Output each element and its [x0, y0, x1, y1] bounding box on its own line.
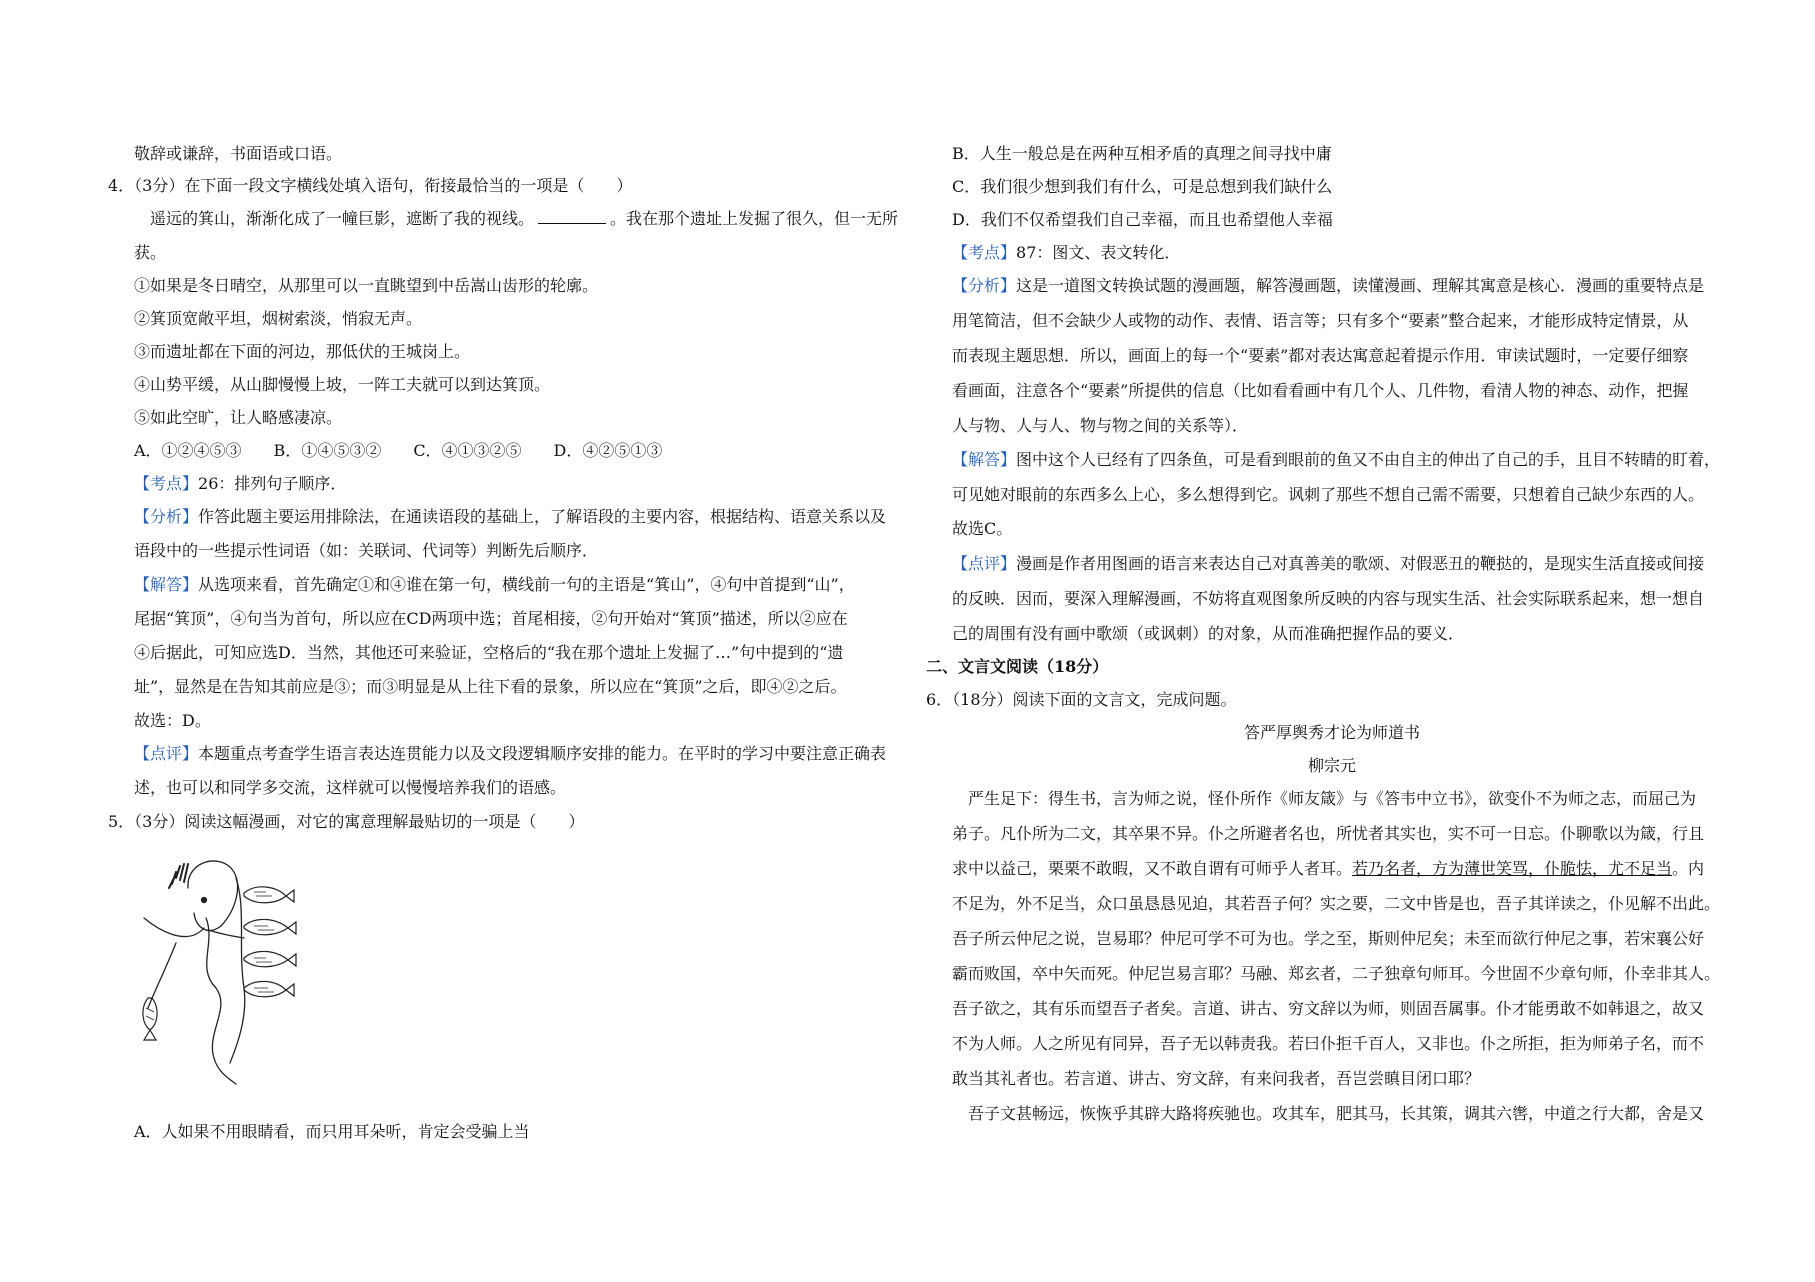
q4-passage-line1: 遥远的箕山，渐渐化成了一幢巨影，遮断了我的视线。 。我在那个遗址上发掘了很久，但一无所 — [150, 209, 899, 228]
q5-option-c: C．我们很少想到我们有什么，可是总想到我们缺什么 — [952, 177, 1333, 196]
q4-sentence-4: ④山势平缓，从山脚慢慢上坡，一阵工夫就可以到达箕顶。 — [134, 375, 551, 394]
q5-fenxi-2: 用笔简洁，但不会缺少人或物的动作、表情、语言等；只有多个“要素”整合起来，才能形成特定情景，从 — [952, 311, 1689, 330]
cartoon-arm-right — [208, 930, 244, 938]
q4-jieda-3: ④后据此，可知应选D．当然，其他还可来验证，空格后的“我在那个遗址上发掘了…”句中提到的“遗 — [134, 643, 844, 662]
intro-line: 敬辞或谦辞，书面语或口语。 — [134, 144, 343, 163]
q5-option-a: A．人如果不用眼睛看，而只用耳朵听，肯定会受骗上当 — [134, 1122, 530, 1141]
q5-jieda-2: 可见她对眼前的东西多么上心，多么想得到它。讽刺了那些不想自己需不需要，只想着自己缺少东西的人。 — [952, 485, 1705, 504]
fish-3 — [244, 951, 296, 966]
q5-fenxi-3: 而表现主题思想．所以，画面上的每一个“要素”都对表达寓意起着提示作用．审读试题时，一定要仔细察 — [952, 346, 1689, 365]
q4-dianping-1: 【点评】本题重点考查学生语言表达连贯能力以及文段逻辑顺序安排的能力。在平时的学习中要注意正确表 — [134, 744, 887, 763]
q4-jieda-2: 尾据“箕顶”，④句当为首句，所以应在CD两项中选；首尾相接，②句开始对“箕顶”描述，所以②应在 — [134, 609, 848, 628]
essay-p1-line9: 敢当其礼者也。若言道、讲古、穷文辞，有来问我者，吾岂尝瞋目闭口耶？ — [952, 1069, 1481, 1088]
fish-4 — [244, 981, 294, 996]
q5-fenxi-4: 看画面，注意各个“要素”所提供的信息（比如看看画中有几个人、几件物，看清人物的神态、动作，把握 — [952, 381, 1689, 400]
q5-dianping-3: 己的周围有没有画中歌颂（或讽刺）的对象，从而准确把握作品的要义． — [952, 624, 1465, 643]
q4-dianping-2: 述，也可以和同学多交流，这样就可以慢慢培养我们的语感。 — [134, 778, 567, 797]
q4-passage-line2: 获。 — [134, 243, 167, 262]
cartoon-hair — [169, 864, 188, 888]
answer-blank — [538, 209, 606, 224]
essay-p1-line8: 不为人师。人之所见有同异，吾子无以韩责我。若曰仆拒千百人，又非也。仆之所拒，拒为师弟子名，而不 — [952, 1034, 1705, 1053]
essay-p2-line1: 吾子文甚畅远，恢恢乎其辟大路将疾驰也。攻其车，肥其马，长其策，调其六辔，中道之行大都，舍是又 — [968, 1104, 1705, 1123]
q5-kaodian: 【考点】87：图文、表文转化． — [952, 243, 1181, 262]
q5-jieda-1: 【解答】图中这个人已经有了四条鱼，可是看到眼前的鱼又不由自主的伸出了自己的手，且目不转睛的盯着， — [952, 450, 1721, 469]
q4-sentence-1: ①如果是冬日晴空，从那里可以一直眺望到中岳嵩山齿形的轮廓。 — [134, 276, 599, 295]
q4-jieda-5: 故选：D。 — [134, 711, 211, 730]
q4-fenxi-1: 【分析】作答此题主要运用排除法，在通读语段的基础上，了解语段的主要内容，根据结构、语意关系以及 — [134, 507, 887, 526]
q4-fenxi-2: 语段中的一些提示性词语（如：关联词、代词等）判断先后顺序． — [134, 541, 599, 560]
cartoon-fish-line — [230, 878, 245, 1063]
q5-option-b: B．人生一般总是在两种互相矛盾的真理之间寻找中庸 — [952, 144, 1332, 163]
q4-options: A．①②④⑤③ B．①④⑤③② C．④①③②⑤ D．④②⑤①③ — [134, 441, 663, 460]
essay-author: 柳宗元 — [1307, 756, 1356, 775]
q4-kaodian: 【考点】26：排列句子顺序． — [134, 474, 347, 493]
q4-sentence-2: ②箕顶宽敞平坦，烟树索淡，悄寂无声。 — [134, 309, 423, 328]
q5-option-d: D．我们不仅希望我们自己幸福，而且也希望他人幸福 — [952, 210, 1333, 229]
fish-2 — [244, 919, 296, 934]
fish-cartoon-image — [136, 848, 316, 1086]
q4-sentence-5: ⑤如此空旷，让人略感凄凉。 — [134, 408, 343, 427]
underlined-sentence: 若乃名者，方为薄世笑骂，仆脆怯，尤不足当 — [1352, 859, 1673, 878]
essay-p1-line2: 弟子。凡仆所为二文，其卒果不异。仆之所避者名也，所忧者其实也，实不可一日忘。仆聊歌以为箴，行且 — [952, 824, 1705, 843]
q5-stem: 5．（3分）阅读这幅漫画，对它的寓意理解最贴切的一项是（ ） — [108, 812, 585, 831]
cartoon-head — [188, 861, 238, 930]
section-title: 二、文言文阅读（18分） — [926, 657, 1109, 676]
q4-jieda-4: 址”，显然是在告知其前应是③；而③明显是从上往下看的景象，所以应在“箕顶”之后，即④②之后。 — [134, 677, 847, 696]
essay-p1-line3: 求中以益己，栗栗不敢暇，又不敢自谓有可师乎人者耳。若乃名者，方为薄世笑骂，仆脆怯，尤不足当。内 — [952, 859, 1705, 878]
essay-title: 答严厚舆秀才论为师道书 — [1243, 723, 1420, 742]
essay-p1-line1: 严生足下：得生书，言为师之说，怪仆所作《师友箴》与《答韦中立书》，欲变仆不为师之志，而屈己为 — [968, 789, 1697, 808]
q5-dianping-2: 的反映．因而，要深入理解漫画，不妨将直观图象所反映的内容与现实生活、社会实际联系起来，想一想自 — [952, 589, 1705, 608]
q4-jieda-1: 【解答】从选项来看，首先确定①和④谁在第一句，横线前一句的主语是“箕山”，④句中首提到“山”， — [134, 575, 855, 594]
cartoon-arm-left — [144, 918, 204, 1008]
q5-dianping-1: 【点评】漫画是作者用图画的语言来表达自己对真善美的歌颂、对假恶丑的鞭挞的，是现实生活直接或间接 — [952, 554, 1705, 573]
essay-p1-line5: 吾子所云仲尼之说，岂易耶？仲尼可学不可为也。学之至，斯则仲尼矣；未至而欲行仲尼之事，若宋襄公好 — [952, 929, 1705, 948]
essay-p1-line4: 不足为，外不足当，众口虽恳恳见迫，其若吾子何？实之要，二文中皆是也，吾子其详读之，仆见解不出此。 — [952, 894, 1721, 913]
q5-fenxi-5: 人与物、人与人、物与物之间的关系等）． — [952, 416, 1249, 435]
fish-1 — [244, 887, 294, 903]
q4-stem: 4．（3分）在下面一段文字横线处填入语句，衔接最恰当的一项是（ ） — [108, 176, 633, 195]
essay-p1-line7: 吾子欲之，其有乐而望吾子者矣。言道、讲古、穷文辞以为师，则固吾属事。仆才能勇敢不如韩退之，故又 — [952, 999, 1705, 1018]
cartoon-eye — [202, 898, 207, 903]
q6-stem: 6．（18分）阅读下面的文言文，完成问题。 — [926, 690, 1237, 709]
essay-p1-line6: 霸而败国，卒中矢而死。仲尼岂易言耶？马融、郑玄者，二子独章句师耳。今世固不少章句师，仆幸非其人。 — [952, 964, 1721, 983]
q5-jieda-3: 故选C。 — [952, 519, 1013, 538]
q4-sentence-3: ③而遗址都在下面的河边，那低伏的王城岗上。 — [134, 342, 471, 361]
q5-fenxi-1: 【分析】这是一道图文转换试题的漫画题，解答漫画题，读懂漫画、理解其寓意是核心．漫画的重要特点是 — [952, 276, 1705, 295]
